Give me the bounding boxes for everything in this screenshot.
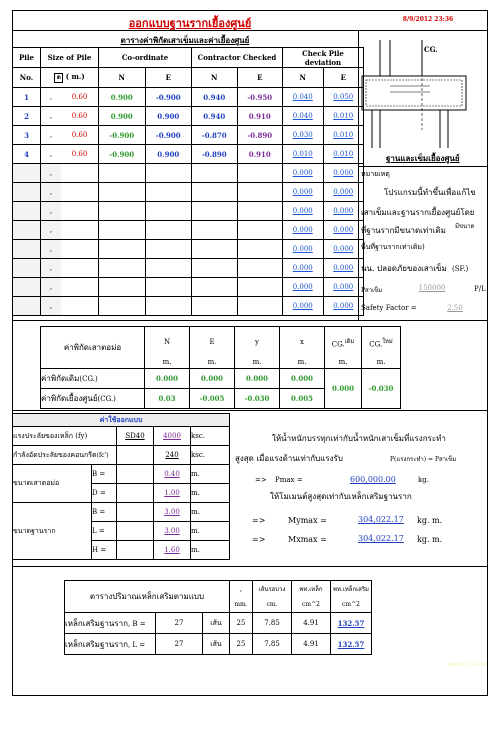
cg-h-e: E [190,327,235,357]
col-d-eq: = [99,489,106,497]
contractor-n: 0.940 [192,107,238,126]
steel-row1-label: เหล็กเสริมฐานราก [65,618,128,628]
coord-n [99,183,146,202]
col-b-eq: = [99,470,106,478]
pile-row [13,107,364,126]
cg-u-x: m. [280,357,325,369]
pile-size: 0.60 [61,107,99,126]
col-coordinate: Co-ordinate [99,48,192,68]
deviation-e: 0.000 [323,221,364,240]
contractor-n [192,297,238,316]
contractor-e-header: E [237,68,283,88]
deviation-e: 0.000 [323,164,364,183]
steel-row2-per: 7.85 [253,634,292,655]
steel-row2-area: 4.91 [292,634,331,655]
pile-size [61,221,99,240]
pile-comma: , [41,145,62,164]
steel-row1-per: 7.85 [253,613,292,634]
ftg-l-key: L [92,527,97,535]
contractor-e [237,164,283,183]
steel-h-total: พท.เหล็กเสริม [331,581,372,597]
size-unit: ( m.) [65,72,85,81]
coord-n [99,259,146,278]
cg-h-old: CG. [331,339,345,348]
sub-no: No. [13,68,41,88]
size-box: ต [54,73,63,83]
coord-n [99,278,146,297]
contractor-e [237,183,283,202]
cg-h-old-sup: เดิม [344,338,355,345]
deviation-n: 0.000 [283,297,324,316]
col-d-value: 1.00 [154,484,191,503]
pile-load-unit: P/L [474,285,486,293]
contractor-e: 0.910 [237,107,283,126]
contractor-n [192,278,238,297]
ftg-l-value: 3.00 [154,522,191,541]
steel-title: ตารางปริมาณเหล็กเสริมตามแบบ [65,581,230,613]
pile-no [13,297,41,316]
fy-sub: (fy) [75,431,88,440]
pile-no [13,202,41,221]
steel-row2-label: เหล็กเสริมฐานราก [65,639,128,649]
deviation-e: 0.010 [323,107,364,126]
fy-label: แรงประลัยของเหล็ก [13,431,73,440]
steel-row1-total: 132.57 [331,613,372,634]
steel-h-comma: , [230,581,253,597]
pile-load-value: 150000 [418,284,446,292]
deviation-n: 0.000 [283,202,324,221]
col-size: Size of Pile [41,48,99,68]
watermark-date: 8/9/2012 23:36 [448,662,487,668]
pile-comma: , [41,88,62,107]
pmax-arrow: => [255,476,267,484]
cg-u-n: m. [145,357,190,369]
cg-h-new-sup: ใหม่ [382,338,393,345]
contractor-n [192,202,238,221]
cg-h-y: y [235,327,280,357]
pile-row [13,88,364,107]
col-check-deviation: Check Pile deviation [283,48,364,68]
coord-n [99,240,146,259]
pile-no [13,164,41,183]
pile-no [13,240,41,259]
coord-e [145,221,192,240]
pile-no [13,183,41,202]
safety-factor-value: 2.50 [447,304,463,312]
pile-size [61,183,99,202]
cg-row2-e: -0.005 [190,389,235,409]
pile-comma: , [41,259,62,278]
result-line-2b: P(แรงกระทำ) = Pสาเข็ม [390,456,457,463]
steel-table [64,580,372,655]
pile-comma: , [41,297,62,316]
cg-table [40,326,401,409]
cg-u-e: m. [190,357,235,369]
pile-row [13,145,364,164]
pile-size [61,240,99,259]
deviation-e: 0.000 [323,240,364,259]
contractor-n [192,259,238,278]
cg-row2-n: 0.03 [145,389,190,409]
coord-n [99,297,146,316]
cg-row1-sub: (CG.) [79,375,98,383]
contractor-e [237,278,283,297]
cg-new-value: -0.030 [362,369,401,409]
pile-comma: , [41,126,62,145]
cg-old-value: 0.000 [325,369,362,409]
pile-comma: , [41,164,62,183]
coord-n-header: N [99,68,146,88]
deviation-e: 0.000 [323,202,364,221]
coord-e [145,202,192,221]
deviation-e: 0.000 [323,183,364,202]
ftg-b-value: 3.00 [154,503,191,522]
coord-n [99,221,146,240]
ftg-b-key: B [92,508,98,516]
contractor-n [192,240,238,259]
pile-size: 0.60 [61,145,99,164]
diagram-caption: ฐานและเข็มเยื้องศูนย์ [386,153,460,163]
deviation-n: 0.040 [283,107,324,126]
steel-row2-count: 27 [156,634,203,655]
fc-sub: (fc') [96,451,109,459]
ftg-l-eq: = [98,527,105,535]
contractor-n [192,221,238,240]
pile-size [61,297,99,316]
page-title: ออกแบบฐานรากเยื้องศูนย์ [128,17,252,30]
fc-value: 240 [154,446,191,465]
ftg-h-unit: m. [191,541,230,560]
steel-row1-count: 27 [156,613,203,634]
pile-no: 3 [13,126,41,145]
deviation-n: 0.000 [283,259,324,278]
deviation-e: 0.000 [323,259,364,278]
deviation-e: 0.050 [323,88,364,107]
cg-row2-x: 0.005 [280,389,325,409]
steel-row2-unit: เส้น [203,634,230,655]
col-d-key: D [92,489,98,497]
coord-e: -0.900 [145,88,192,107]
deviation-n: 0.000 [283,240,324,259]
notes-line-1: โปรแกรมนี้ทำขึ้นเพื่อแก้ไข [384,188,476,197]
contractor-n: 0.940 [192,88,238,107]
ftg-b-unit: m. [191,503,230,522]
cg-row2-y: -0.030 [235,389,280,409]
pile-size: 0.60 [61,88,99,107]
cg-label: CG. [424,45,438,54]
coord-e [145,259,192,278]
pmax-value: 600,000.00 [350,475,396,484]
pile-row-empty [13,221,364,240]
deviation-n: 0.040 [283,88,324,107]
coord-e-header: E [145,68,192,88]
pile-size [61,278,99,297]
fy-grade: SD40 [117,427,154,446]
pile-no [13,278,41,297]
steel-row1-dir: , B = [127,619,146,628]
pile-size: 0.60 [61,126,99,145]
deviation-n: 0.000 [283,278,324,297]
pile-no: 2 [13,107,41,126]
my-arrow: => [252,516,266,525]
coord-n: -0.900 [99,145,146,164]
col-contractor: Contractor Checked [192,48,283,68]
deviation-n: 0.010 [283,145,324,164]
coord-e: 0.900 [145,145,192,164]
fy-value: 4000 [154,427,191,446]
design-title: ค่าใช้ออกแบบ [13,414,230,427]
footing-size-label: ขนาดฐานราก [13,503,92,560]
pile-no: 1 [13,88,41,107]
deviation-n: 0.030 [283,126,324,145]
pile-row-empty [13,278,364,297]
ftg-l-unit: m. [191,522,230,541]
check-e-header: E [323,68,364,88]
contractor-n: -0.870 [192,126,238,145]
pile-row-empty [13,164,364,183]
pmax-unit: kg. [418,476,429,484]
coord-e [145,164,192,183]
cg-h-n: N [145,327,190,357]
cg-h-new: CG. [369,339,383,348]
col-b-value: 0.40 [154,465,191,484]
coord-n: -0.900 [99,126,146,145]
contractor-e [237,259,283,278]
deviation-n: 0.000 [283,164,324,183]
contractor-n [192,183,238,202]
cg-row1-n: 0.000 [145,369,190,389]
steel-row1-dia: 25 [230,613,253,634]
ftg-h-key: H [92,546,99,554]
pile-cap-diagram [360,40,484,150]
cg-row1-e: 0.000 [190,369,235,389]
col-b-unit: m. [191,465,230,484]
pile-size [61,259,99,278]
notes-line-3: ที่ฐานรากมีขนาดเท่าเดิม [361,226,446,235]
deviation-e: 0.000 [323,278,364,297]
mx-label: Mxmax = [288,535,327,544]
steel-row1-area: 4.91 [292,613,331,634]
pmax-label: Pmax = [275,476,303,484]
steel-h-area-unit: cm^2 [292,597,331,613]
ftg-b-eq: = [99,508,106,516]
contractor-n: -0.890 [192,145,238,164]
design-table [12,413,230,560]
steel-h-total-unit: cm^2 [331,597,372,613]
steel-h-mm: mm. [230,597,253,613]
contractor-e: -0.890 [237,126,283,145]
pile-comma: , [41,202,62,221]
steel-row2-dir: , L = [127,640,146,649]
contractor-e [237,221,283,240]
coord-n: 0.900 [99,88,146,107]
fc-unit: ksc. [191,446,230,465]
coord-n: 0.900 [99,107,146,126]
contractor-e [237,240,283,259]
notes-line-3b: มีขนาด [455,223,475,230]
pile-row-empty [13,183,364,202]
column-size-label: ขนาดเสาตอม่อ [13,465,92,503]
pile-comma: , [41,183,62,202]
deviation-e: 0.010 [323,145,364,164]
fy-unit: ksc. [191,427,230,446]
notes-line-2: เสาเข็มและฐานรากเยื้องศูนย์โดย [361,208,475,217]
cg-row2-label: ค่าพิกัดเยื้องศูนย์ [41,394,98,403]
pile-table-caption: ตารางค่าพิกัดเสาเข็มและค่าเยื้องศูนย์ [120,35,250,45]
coord-e [145,278,192,297]
steel-h-area: พท.เหล็ก [292,581,331,597]
notes-heading: หมายเหตุ [361,170,390,178]
contractor-e [237,297,283,316]
col-b-key: B [92,470,98,478]
fc-label: กำลังอัดประลัยของคอนกรีต [13,450,97,459]
pile-size [61,202,99,221]
pile-comma: , [41,107,62,126]
notes-line-5b: (SF.) [452,265,469,273]
deviation-n: 0.000 [283,221,324,240]
pile-no [13,221,41,240]
coord-n [99,164,146,183]
pile-comma: , [41,240,62,259]
steel-h-dia: เส้นรอบวง [253,581,292,597]
cg-h-x: x [280,327,325,357]
pile-row-empty [13,259,364,278]
my-value: 304,022.17 [358,515,404,524]
contractor-e: -0.950 [237,88,283,107]
contractor-n [192,164,238,183]
result-line-3: ให้โมเมนต์สูงสุดเท่ากับเหล็กเสริมฐานราก [270,492,412,501]
pile-no: 4 [13,145,41,164]
pile-comma: , [41,278,62,297]
coord-n [99,202,146,221]
cg-row1-y: 0.000 [235,369,280,389]
deviation-e: 0.010 [323,126,364,145]
report-date: 8/9/2012 23:36 [402,16,454,23]
pile-load-label: Pสาเข็ม [361,287,383,294]
steel-row2-total: 132.57 [331,634,372,655]
check-n-header: N [283,68,324,88]
cg-u-new: m. [362,357,401,369]
coord-e: -0.900 [145,126,192,145]
pile-row-empty [13,202,364,221]
ftg-h-value: 1.60 [154,541,191,560]
contractor-e [237,202,283,221]
my-unit: kg. m. [417,516,443,525]
mx-unit: kg. m. [417,535,443,544]
notes-line-5: นน. ปลอดภัยของเสาเข็ม [361,264,447,273]
safety-factor-label: Safety Factor = [361,304,417,312]
contractor-e: 0.910 [237,145,283,164]
my-label: Mymax = [288,516,327,525]
cg-u-old: m. [325,357,362,369]
coord-e: 0.900 [145,107,192,126]
result-line-1: ให้น้ำหนักบรรทุกเท่ากับน้ำหนักเสาเข็มที่แรงกระทำ [272,434,446,443]
cg-u-y: m. [235,357,280,369]
coord-e [145,183,192,202]
cg-row1-label: ค่าพิกัดเดิม [41,374,80,383]
steel-h-cm: cm. [253,597,292,613]
coord-e [145,240,192,259]
cg-row2-sub: (CG.) [97,395,116,403]
deviation-n: 0.000 [283,183,324,202]
ftg-h-eq: = [100,546,107,554]
col-pile: Pile [13,48,41,68]
coord-e [145,297,192,316]
mx-value: 304,022.17 [358,534,404,543]
cg-table-label: ค่าพิกัดเสาตอม่อ [41,327,145,369]
pile-no [13,259,41,278]
pile-size [61,164,99,183]
pile-row [13,126,364,145]
pile-row-empty [13,240,364,259]
pile-comma: , [41,221,62,240]
pile-row-empty [13,297,364,316]
deviation-e: 0.000 [323,297,364,316]
result-line-2a: สูงสุด เมื่อแรงด้านเท่ากับแรงรับ [235,454,343,463]
mx-arrow: => [252,535,266,544]
contractor-n-header: N [192,68,238,88]
steel-row2-dia: 25 [230,634,253,655]
cg-row1-x: 0.000 [280,369,325,389]
notes-line-4: พื้นที่ฐานรากเท่าเดิม) [361,243,425,251]
pile-table [12,47,364,316]
steel-row1-unit: เส้น [203,613,230,634]
col-d-unit: m. [191,484,230,503]
